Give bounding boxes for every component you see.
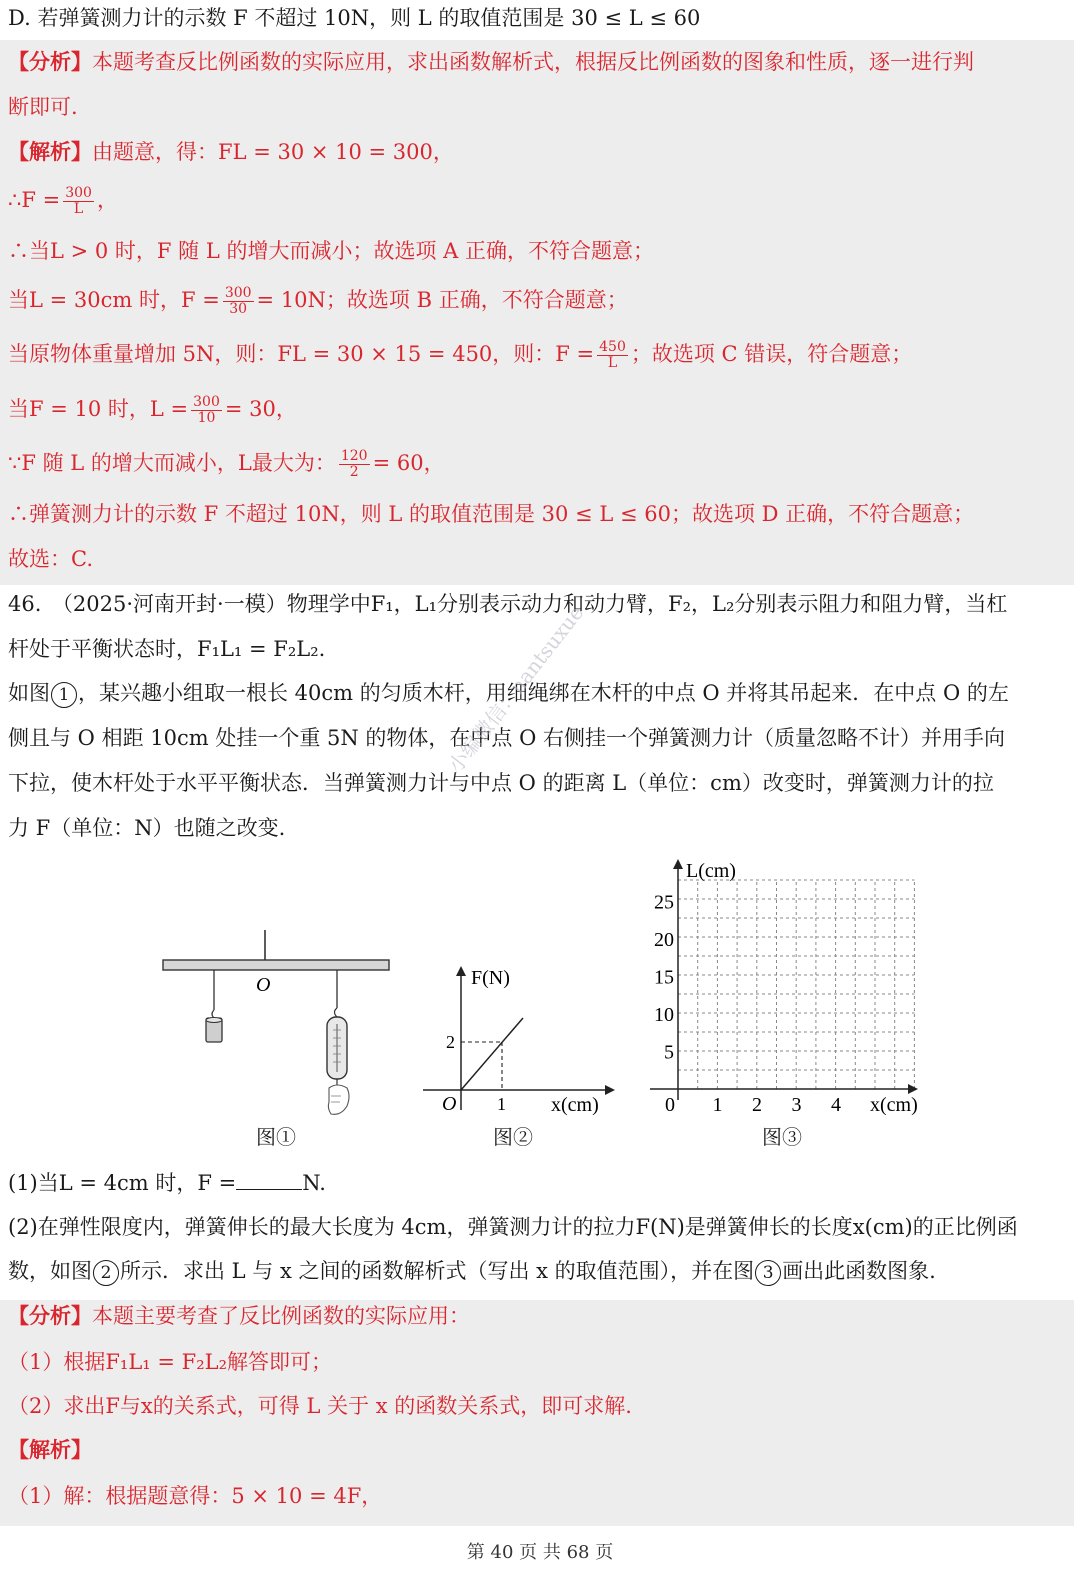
numerator: 450 [599, 339, 626, 355]
y-axis-label: L(cm) [686, 860, 736, 882]
question-46-line-2: 杆处于平衡状态时，F₁L₁ = F₂L₂. [8, 637, 326, 661]
x-tick-label: 0 [665, 1094, 675, 1116]
answer-blank[interactable] [236, 1169, 302, 1190]
step7-post: = 60， [372, 451, 445, 475]
step4-post: = 10N；故选项 B 正确，不符合题意； [256, 288, 628, 312]
y-tick-2: 2 [446, 1032, 455, 1052]
denominator: L [73, 201, 84, 217]
sub2-mid: 所示．求出 L 与 x 之间的函数解析式（写出 x 的取值范围），并在图 [120, 1259, 755, 1283]
pivot-label-o: O [256, 974, 271, 996]
sub2-post: 画出此函数图象. [782, 1259, 936, 1283]
fraction-120-over-2 [339, 449, 370, 480]
x-tick-label: 3 [791, 1094, 802, 1116]
solution-line-2 [8, 185, 118, 217]
analysis-tag: 【分析】 [8, 1303, 92, 1328]
question-46-line-6: 力 F（单位：N）也随之改变. [8, 816, 286, 840]
denominator: 30 [229, 301, 248, 317]
figure-2-caption: 图② [493, 1125, 533, 1149]
y-tick-label: 10 [654, 1004, 674, 1026]
solution2-step-1: （1）解：根据题意得：5 × 10 = 4F， [8, 1484, 383, 1508]
denominator: L [607, 355, 618, 371]
fraction-300-over-L [63, 186, 94, 217]
proportional-line [461, 1018, 523, 1090]
question-46-line-4: 侧且与 O 相距 10cm 处挂一个重 5N 的物体，在中点 O 右侧挂一个弹簧测力计（质量忽略不计）并用手向 [8, 726, 1005, 750]
y-tick-label: 25 [654, 891, 674, 914]
sub-question-2-line-2 [8, 1256, 936, 1286]
origin-label: O [442, 1093, 457, 1115]
solution-line-3: ∴当L > 0 时，F 随 L 的增大而减小；故选项 A 正确，不符合题意； [8, 239, 654, 263]
figure-3-caption: 图③ [762, 1125, 802, 1149]
sub-question-2-line-1: (2)在弹性限度内，弹簧伸长的最大长度为 4cm，弹簧测力计的拉力F(N)是弹簧伸长的长度x(cm)的正比例函 [8, 1215, 1018, 1239]
line3-post: ，某兴趣小组取一根长 40cm 的匀质木杆，用细绳绑在木杆的中点 O 并将其吊起来．在中点 O 的左 [78, 681, 1009, 705]
page-footer: 第 40 页 共 68 页 [466, 1542, 614, 1563]
solution-step-1: 由题意，得：FL = 30 × 10 = 300， [92, 140, 454, 164]
figure-1-caption: 图① [256, 1125, 296, 1149]
analysis2-line-2: （1）根据F₁L₁ = F₂L₂解答即可； [8, 1350, 333, 1374]
solution-line-4 [8, 285, 628, 317]
x-tick-label: 2 [752, 1094, 762, 1116]
numerator: 120 [340, 448, 368, 464]
solution-line-5 [8, 339, 912, 371]
solution-line-1 [8, 137, 454, 167]
denominator: 10 [197, 410, 216, 426]
denominator: 2 [349, 464, 359, 480]
sub1-pre: (1)当L = 4cm 时，F = [8, 1171, 237, 1195]
step4-pre: 当L = 30cm 时，F = [8, 288, 220, 312]
option-d-line: D. 若弹簧测力计的示数 F 不超过 10N，则 L 的取值范围是 30 ≤ L ≤ 60 [8, 6, 701, 30]
sub2-pre: 数，如图 [8, 1259, 92, 1283]
step2-pre: ∴F = [8, 188, 61, 212]
y-tick-label: 20 [654, 929, 674, 951]
step5-pre: 当原物体重量增加 5N，则：FL = 30 × 15 = 450，则：F = [8, 342, 595, 366]
solution-line-6 [8, 394, 297, 426]
step2-post: ， [96, 188, 118, 212]
sub1-post: N. [302, 1171, 326, 1195]
y-tick-label: 5 [664, 1041, 674, 1064]
solution-tag: 【解析】 [8, 139, 92, 164]
step5-post: ；故选项 C 错误，符合题意； [630, 342, 913, 366]
step6-post: = 30， [224, 397, 297, 421]
hand-icon [328, 1085, 349, 1114]
analysis-text: 本题考查反比例函数的实际应用，求出函数解析式，根据反比例函数的图象和性质，逐一进行判 [92, 50, 974, 74]
step6-pre: 当F = 10 时，L = [8, 397, 189, 421]
solution-line-7 [8, 448, 445, 480]
question-46-line-5: 下拉，使木杆处于水平平衡状态．当弹簧测力计与中点 O 的距离 L（单位：cm）改变时，弹簧测力计的拉 [8, 771, 994, 795]
watermark: 小编微信：nantsuxue [443, 601, 589, 778]
solution2-tag: 【解析】 [8, 1437, 92, 1462]
fraction-300-over-10 [191, 395, 222, 426]
analysis-line-1 [8, 47, 974, 77]
figure-1-lever [155, 920, 405, 1120]
question-46-line-1: 46. （2025·河南开封·一模）物理学中F₁，L₁分别表示动力和动力臂，F₂，L₂分别表示阻力和阻力臂，当杠 [8, 592, 1008, 616]
x-axis-label: x(cm) [870, 1094, 918, 1116]
fraction-450-over-L [597, 340, 628, 371]
x-axis-label: x(cm) [551, 1094, 599, 1116]
analysis-tag: 【分析】 [8, 49, 92, 74]
line3-pre: 如图 [8, 681, 50, 705]
circled-number-2: 2 [93, 1260, 119, 1286]
x-tick-label: 4 [831, 1094, 841, 1116]
circled-number-1: 1 [51, 682, 77, 708]
sub-question-1 [8, 1168, 326, 1198]
numerator: 300 [224, 285, 252, 301]
numerator: 300 [193, 394, 220, 410]
solution-line-8: ∴弹簧测力计的示数 F 不超过 10N，则 L 的取值范围是 30 ≤ L ≤ 60；故选项 D 正确，不符合题意； [8, 502, 975, 526]
wooden-rod [163, 960, 389, 970]
fraction-300-over-30 [223, 286, 254, 317]
numerator: 300 [65, 185, 92, 201]
analysis2-line-3: （2）求出F与x的关系式，可得 L 关于 x 的函数关系式，即可求解. [8, 1394, 632, 1418]
analysis-text: 本题主要考查了反比例函数的实际应用： [92, 1304, 470, 1328]
y-tick-label: 15 [654, 966, 674, 989]
answer-line: 故选：C. [8, 547, 93, 571]
x-tick-1: 1 [497, 1094, 506, 1114]
figure-2-graph [415, 960, 615, 1120]
circled-number-3: 3 [755, 1260, 781, 1286]
grid-lines [678, 880, 914, 1089]
analysis-line-2: 断即可. [8, 95, 78, 119]
analysis2-line-1 [8, 1301, 470, 1331]
y-axis-label: F(N) [471, 967, 510, 989]
x-tick-label: 1 [712, 1094, 723, 1116]
figure-3-grid [640, 855, 930, 1120]
step7-pre: ∵F 随 L 的增大而减小，L最大为： [8, 451, 336, 475]
